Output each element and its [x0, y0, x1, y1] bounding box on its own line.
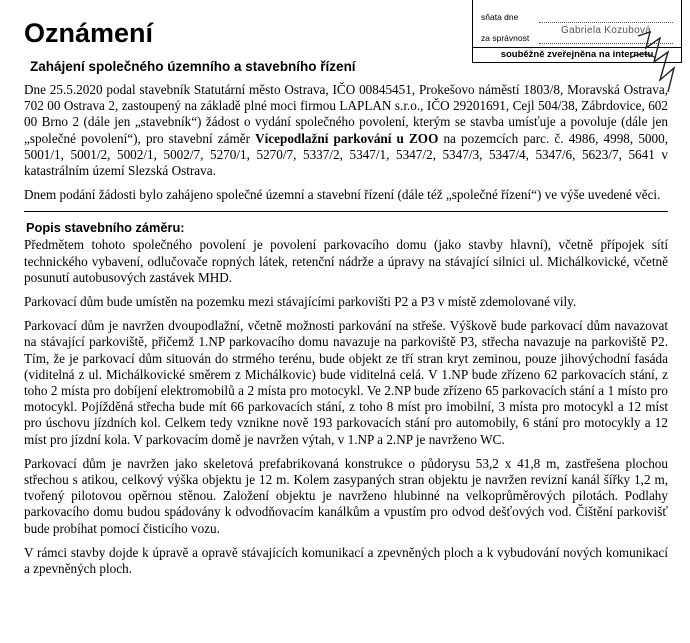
- stamp-label-correct: za správnost: [481, 33, 530, 43]
- body-paragraph: Parkovací dům je navržen jako skeletová prefabrikovaná konstrukce o půdorysu 53,2 x 41,8 m, zastřešena plochou střechou s atikou, celkový výška objektu je 12 m. Kolem zasypaných stran objektu je navržen revizní kanál šířky 1,2 m, tvořený pilotovou opěrnou stěnou. Založení objektu je navrženo hlubinné na velkoprůměrových pilotách. Podlahy parkovacího domu budou spádovány k odvodňovacím kanálkům a vpustím pro odvod dešťových vod. Čištění parkovišť bude probíhat pomocí čisticího vozu.: [24, 455, 668, 536]
- stamp-signature-name: Gabriela Kozubová: [561, 25, 652, 36]
- stamp-footer: souběžně zveřejněna na internetu: [473, 47, 681, 62]
- stamp-label-posted: sňata dne: [481, 12, 519, 22]
- body-paragraph: Parkovací dům bude umístěn na pozemku mezi stávajícími parkovišti P2 a P3 v místě zdemolované vily.: [24, 294, 577, 310]
- document-title: Oznámení: [24, 18, 154, 48]
- start-note-paragraph: Dnem podání žádosti bylo zahájeno společné územní a stavební řízení (dále též „společné řízení“) ve výše uvedené věci.: [24, 187, 661, 203]
- document-body: [24, 82, 668, 585]
- body-paragraph: Předmětem tohoto společného povolení je povolení parkovacího domu (jako stavby hlavní), včetně přípojek sítí technického vybavení, odlučovače ropných látek, retenční nádrže a úpravy na stávající silnici ul. Michálkovické, včetně posunutí autobusových zastávek MHD.: [24, 237, 668, 285]
- document-subtitle: Zahájení společného územního a stavebního řízení: [30, 59, 356, 74]
- body-paragraph: V rámci stavby dojde k úpravě a opravě stávajících komunikací a zpevněných ploch a k vybudování nových komunikací a zpevněných ploch.: [24, 544, 668, 577]
- section-divider: [24, 211, 668, 212]
- section-heading: Popis stavebního záměru:: [26, 220, 185, 236]
- intro-paragraph: Dne 25.5.2020 podal stavebník Statutární město Ostrava, IČO 00845451, Prokešovo náměstí 1803/8, Moravská Ostrava, 702 00 Ostrava 2, zastoupený na základě plné moci firmou LAPLAN s.r.o., IČO 29201691, Cejl 504/38, Zábrdovice, 602 00 Brno 2 (dále jen „stavebník“) žádost o vydání společného povolení, kterým se stavba umísťuje a povoluje (dále jen „společné povolení“), pro stavební záměr Vícepodlažní parkování u ZOO na pozemcích parc. č. 4986, 4998, 5000, 5001/1, 5001/2, 5002/1, 5002/7, 5270/1, 5270/7, 5337/2, 5347/1, 5347/2, 5347/3, 5347/4, 5347/6, 5623/7, 5641 v katastrálním území Slezská Ostrava.: [24, 82, 669, 179]
- body-paragraph: Parkovací dům je navržen dvoupodlažní, včetně možnosti parkování na střeše. Výškově bude parkovací dům navazovat na stávající parkoviště, přičemž 1.NP parkovacího domu navazuje na parkoviště P3, střecha navazuje na parkoviště P2. Tím, že je parkovací dům situován do strmého terénu, bude objekt ze tří stran kryt zeminou, pouze jihovýchodní fasáda (viditelná z ul. Michálkovické směrem z Michálkovic) bude viditelná celá. V 1.NP bude zřízeno 62 parkovacích stání, z toho 2 místa pro dobíjení elektromobilů a 2 místa pro motocykl. Ve 2.NP bude zřízeno 65 parkovacích stání a 1 místo pro motocykl. Pojížděná střecha bude mít 66 parkovacích stání, z toho 8 míst pro imobilní, 3 místa pro motocykl a 12 míst pro úschovu jízdních kol. Celkem tedy vznikne nově 193 parkovacích stání pro automobily, 6 stání pro motocykly a 12 míst pro jízdní kola. V parkovacím domě je navržen výtah, v 1.NP a 2.NP je navrženo WC.: [24, 318, 668, 447]
- project-name: Vícepodlažní parkování u ZOO: [255, 130, 439, 146]
- stamp-line: [539, 22, 673, 23]
